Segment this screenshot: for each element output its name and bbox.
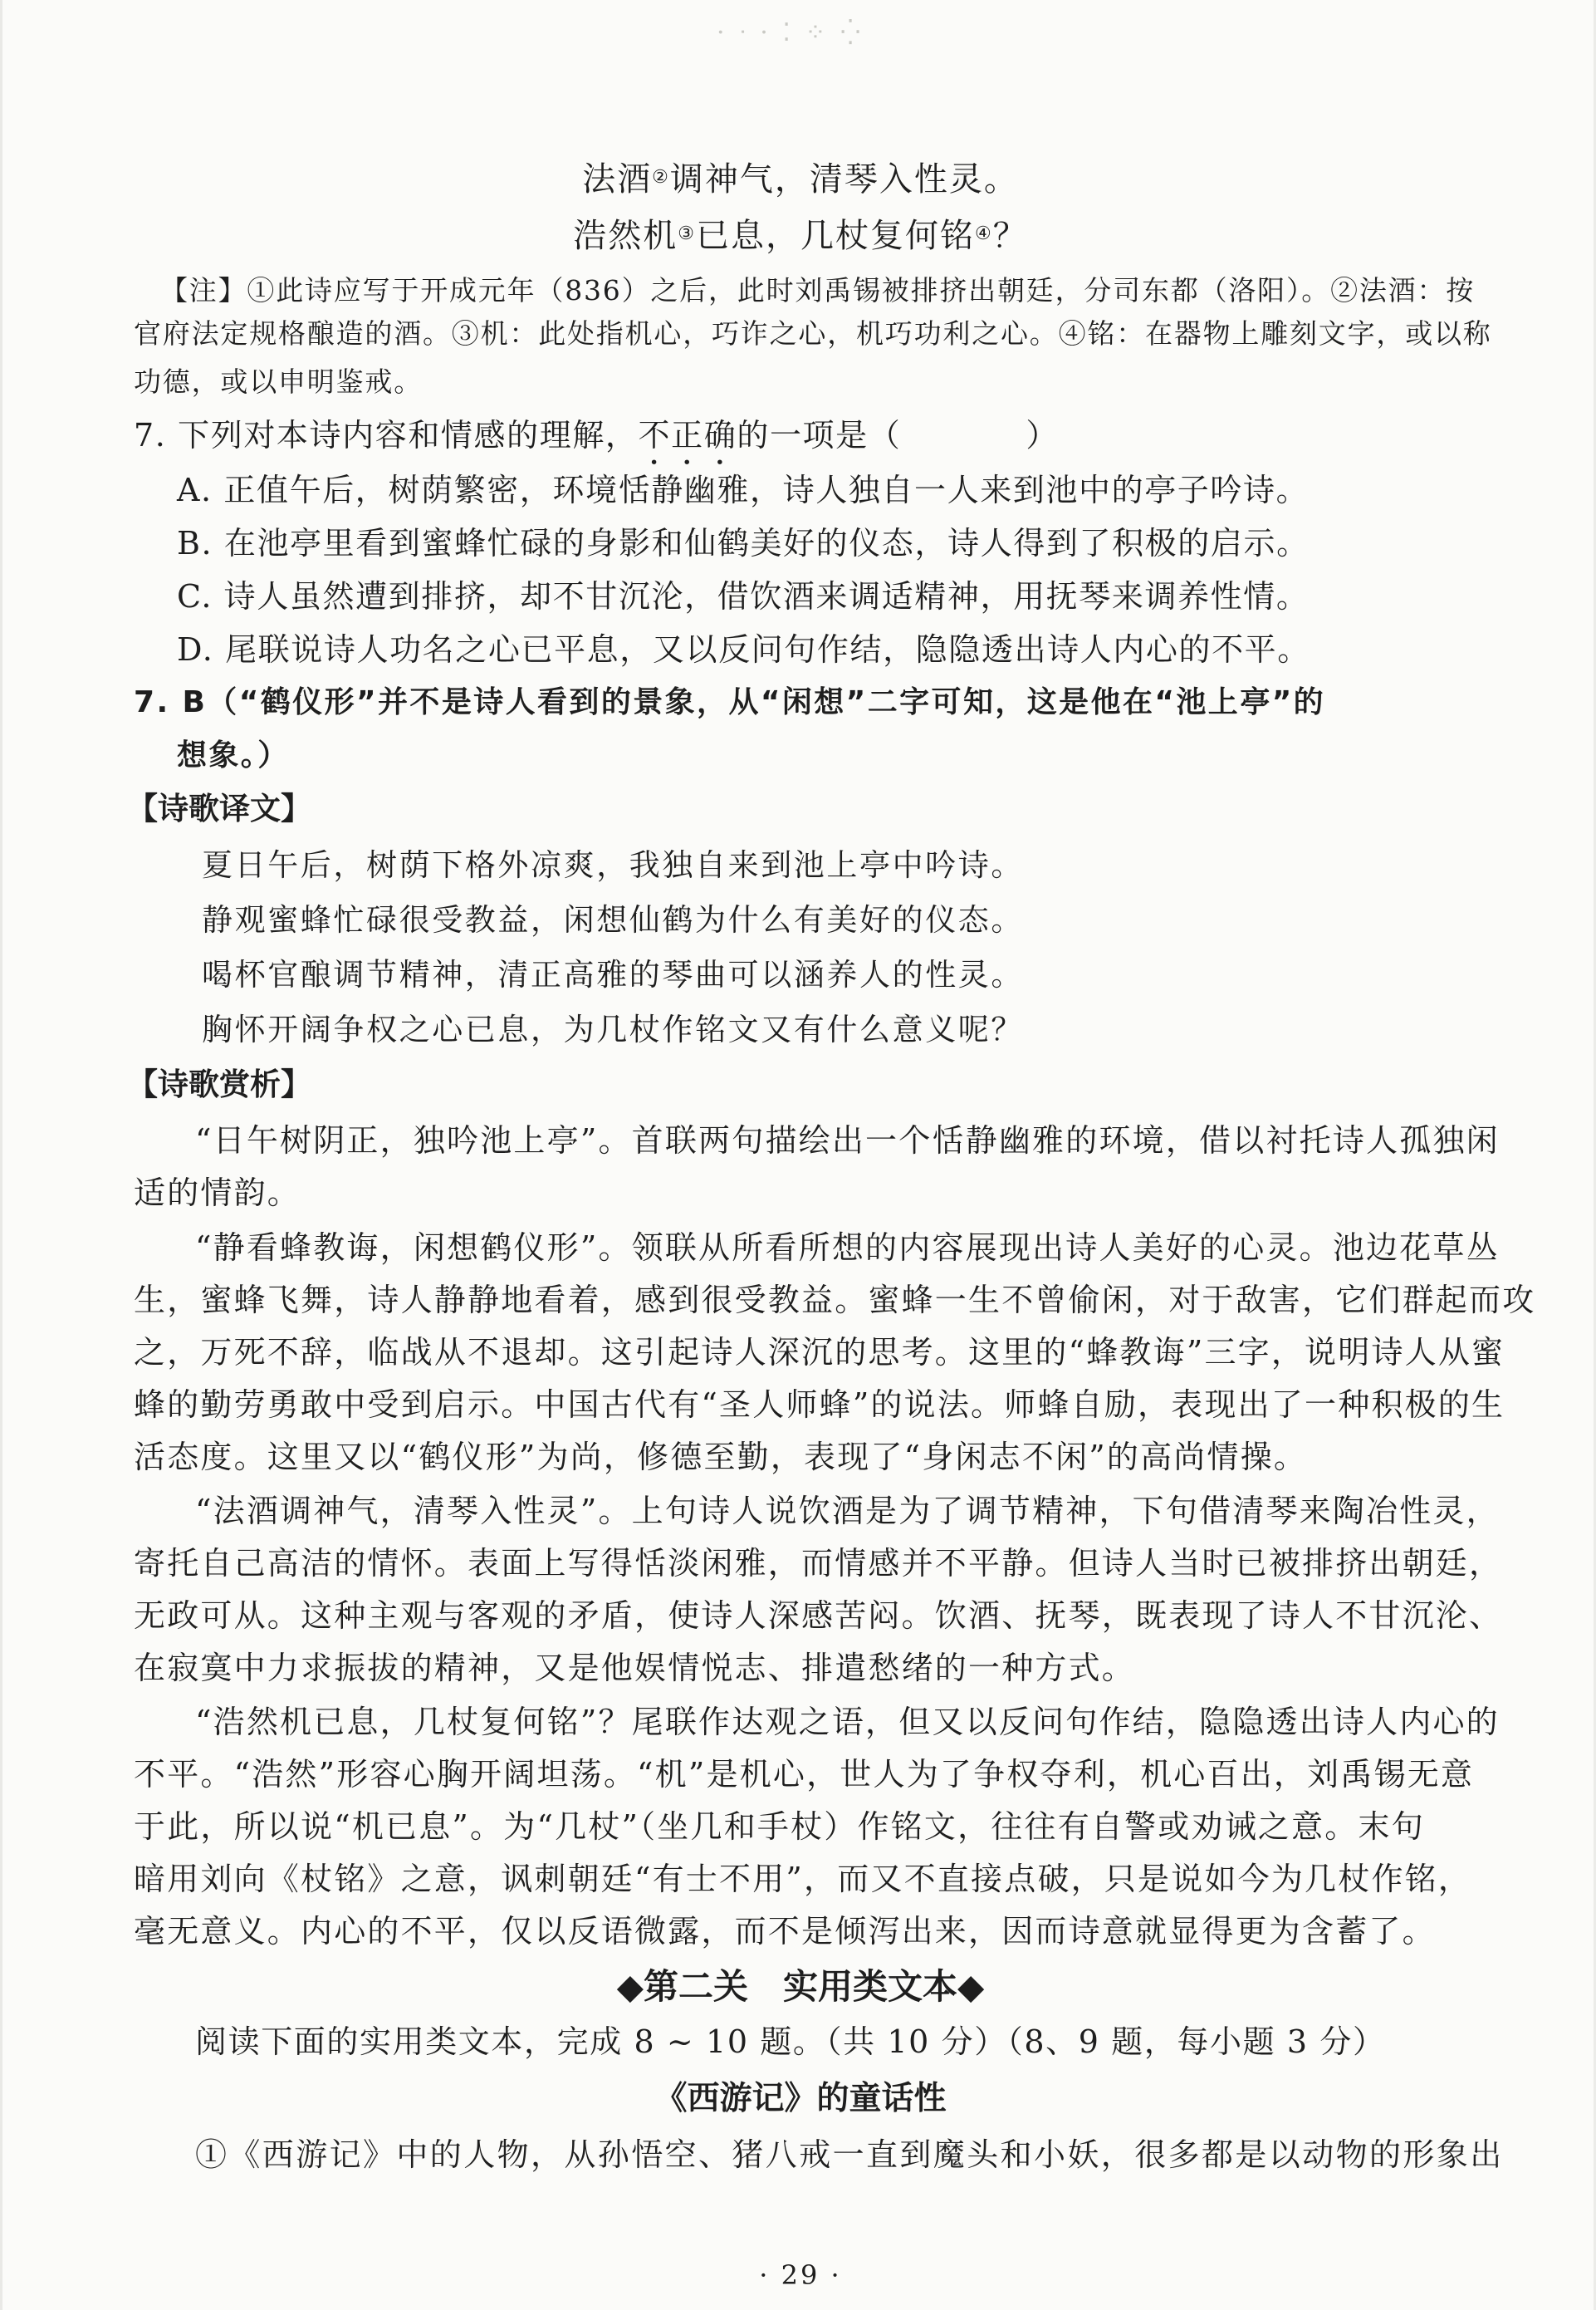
appreciation-line: 寄托自己高洁的情怀。表面上写得恬淡闲雅，而情感并不平静。但诗人当时已被排挤出朝廷，	[134, 1545, 1503, 1582]
appreciation-line: 活态度。这里又以“鹤仪形”为尚，修德至勤，表现了“身闲志不闲”的高尚情操。	[134, 1439, 1308, 1475]
appreciation-line: 暗用刘向《杖铭》之意，讽刺朝廷“有士不用”，而又不直接点破，只是说如今为几杖作铭，	[134, 1861, 1472, 1897]
appreciation-line: “日午树阴正，独吟池上亭”。首联两句描绘出一个恬静幽雅的环境，借以衬托诗人孤独闲	[195, 1122, 1500, 1159]
appreciation-line: 于此，所以说“机已息”。为“几杖”（坐几和手杖）作铭文，往往有自警或劝诫之意。末句	[134, 1808, 1425, 1845]
appreciation-line: 无政可从。这种主观与客观的矛盾，使诗人深感苦闷。饮酒、抚琴，既表现了诗人不甘沉沦、	[134, 1597, 1503, 1634]
page-number: · 29 ·	[759, 2259, 842, 2291]
appreciation-line: 在寂寞中力求振拔的精神，又是他娱情悦志、排遣愁绪的一种方式。	[134, 1650, 1136, 1686]
appreciation-line: “浩然机已息，几杖复何铭”？尾联作达观之语，但又以反问句作结，隐隐透出诗人内心的	[195, 1704, 1500, 1740]
translation-line-3: 喝杯官酿调节精神，清正高雅的琴曲可以涵养人的性灵。	[202, 957, 1024, 993]
note-line-2: 官府法定规格酿造的酒。③机：此处指机心，巧诈之心，机巧功利之心。④铭：在器物上雕刻文字，或以称	[134, 317, 1492, 350]
poem-line-1: 法酒②调神气，清琴入性灵。	[582, 160, 1019, 199]
poem-line-2: 浩然机③已息，几杖复何铭④？	[573, 217, 1028, 255]
appreciation-line: “法酒调神气，清琴入性灵”。上句诗人说饮酒是为了调节精神，下句借清琴来陶冶性灵，	[195, 1493, 1500, 1529]
note-line-1: 【注】①此诗应写于开成元年（836）之后，此时刘禹锡被排挤出朝廷，分司东都（洛阳）。②法酒：按	[160, 274, 1476, 307]
article-first-line: ①《西游记》中的人物，从孙悟空、猪八戒一直到魔头和小妖，很多都是以动物的形象出	[195, 2136, 1504, 2173]
option-d: D. 尾联说诗人功名之心已平息，又以反问句作结，隐隐透出诗人内心的不平。	[177, 631, 1310, 668]
option-a: A. 正值午后，树荫繁密，环境恬静幽雅，诗人独自一人来到池中的亭子吟诗。	[177, 472, 1310, 508]
appreciation-heading: 【诗歌赏析】	[127, 1067, 311, 1102]
answer-line-1: 7. B（“鹤仪形”并不是诗人看到的景象，从“闲想”二字可知，这是他在“池上亭”的	[134, 685, 1326, 719]
translation-line-1: 夏日午后，树荫下格外凉爽，我独自来到池上亭中吟诗。	[202, 847, 1024, 883]
translation-line-2: 静观蜜蜂忙碌很受教益，闲想仙鹤为什么有美好的仪态。	[202, 902, 1024, 938]
translation-line-4: 胸怀开阔争权之心已息，为几杖作铭文又有什么意义呢？	[202, 1012, 1024, 1047]
appreciation-line: 适的情韵。	[134, 1175, 301, 1211]
question-stem: 7. 下列对本诗内容和情感的理解，不正确的一项是（ ）	[134, 417, 1059, 454]
section-title: ◆第二关 实用类文本◆	[616, 1966, 985, 2007]
appreciation-line: 生，蜜蜂飞舞，诗人静静地看着，感到很受教益。蜜蜂一生不曾偷闲，对于敌害，它们群起而攻	[134, 1282, 1536, 1318]
answer-line-2: 想象。）	[177, 738, 290, 772]
appreciation-line: 毫无意义。内心的不平，仅以反语微露，而不是倾泻出来，因而诗意就显得更为含蓄了。	[134, 1913, 1436, 1950]
scan-smudge: · ᐧ · ⁚ ⁘ ⁛	[717, 18, 864, 47]
emphasis-text: 不正确	[638, 417, 737, 454]
section-instruction: 阅读下面的实用类文本，完成 8 ~ 10 题。（共 10 分）（8、9 题，每小题 3 分）	[195, 2023, 1386, 2060]
translation-heading: 【诗歌译文】	[127, 791, 311, 826]
option-c: C. 诗人虽然遭到排挤，却不甘沉沦，借饮酒来调适精神，用抚琴来调养性情。	[177, 578, 1310, 615]
note-line-3: 功德，或以申明鉴戒。	[134, 365, 423, 398]
article-title: 《西游记》的童话性	[654, 2079, 947, 2117]
appreciation-line: “静看蜂教诲，闲想鹤仪形”。领联从所看所想的内容展现出诗人美好的心灵。池边花草丛	[195, 1229, 1500, 1266]
appreciation-line: 之，万死不辞，临战从不退却。这引起诗人深沉的思考。这里的“蜂教诲”三字，说明诗人从蜜	[134, 1334, 1505, 1371]
appreciation-line: 蜂的勤劳勇敢中受到启示。中国古代有“圣人师蜂”的说法。师蜂自励，表现出了一种积极的生	[134, 1386, 1505, 1423]
option-b: B. 在池亭里看到蜜蜂忙碌的身影和仙鹤美好的仪态，诗人得到了积极的启示。	[177, 525, 1310, 562]
appreciation-line: 不平。“浩然”形容心胸开阔坦荡。“机”是机心，世人为了争权夺利，机心百出，刘禹锡无意	[134, 1756, 1475, 1793]
